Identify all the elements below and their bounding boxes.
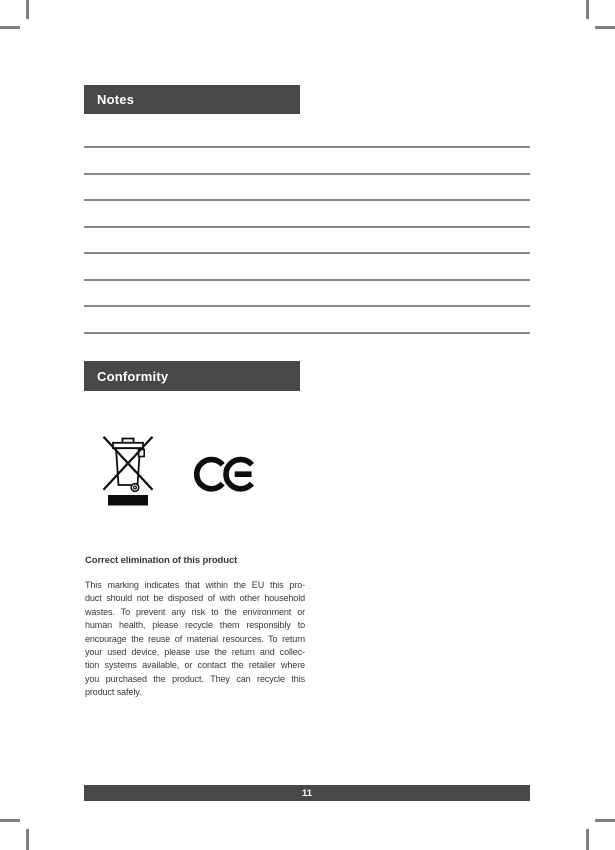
ruled-line	[84, 305, 530, 307]
ruled-line	[84, 332, 530, 334]
disposal-heading: Correct elimination of this product	[85, 555, 238, 566]
ruled-line	[84, 146, 530, 148]
crop-mark-bottom-left-vertical	[26, 829, 29, 850]
weee-crossed-out-wheeled-bin-icon	[102, 436, 154, 507]
ruled-line	[84, 173, 530, 175]
notes-ruled-lines	[84, 146, 530, 334]
crop-mark-top-left-vertical	[26, 0, 29, 19]
crop-mark-bottom-right-horizontal	[595, 819, 615, 822]
crop-mark-top-right-horizontal	[595, 26, 615, 29]
paragraph-line: product safely.	[85, 687, 142, 698]
conformity-section-title: Conformity	[97, 368, 169, 384]
conformity-section-header	[84, 361, 300, 391]
ce-marking-icon	[194, 455, 258, 493]
footer-page-bar	[84, 785, 530, 801]
paragraph-line: This marking indicates that within the EU this pro-	[85, 580, 305, 590]
paragraph-line: duct should not be disposed of with other household	[85, 593, 305, 604]
paragraph-line: your used device, please use the return and collec-	[85, 646, 305, 657]
paragraph-line: tion systems available, or contact the retailer where	[85, 660, 305, 671]
ruled-line	[84, 279, 530, 281]
notes-section-header	[84, 85, 300, 114]
crop-mark-top-left-horizontal	[0, 26, 20, 29]
ruled-line	[84, 226, 530, 228]
ruled-line	[84, 252, 530, 254]
notes-section-title: Notes	[97, 92, 135, 107]
ruled-line	[84, 199, 530, 201]
disposal-paragraph	[85, 579, 305, 700]
crop-mark-bottom-left-horizontal	[0, 819, 20, 822]
paragraph-line: human health, please recycle them responsibly to	[85, 620, 305, 631]
page-number: 11	[301, 787, 313, 799]
paragraph-line: encourage the reuse of material resources. To return	[85, 633, 305, 644]
crop-mark-bottom-right-vertical	[586, 829, 589, 850]
paragraph-line: wastes. To prevent any risk to the environment or	[85, 606, 305, 617]
paragraph-line: you purchased the product. They can recycle this	[85, 673, 305, 684]
crop-mark-top-right-vertical	[586, 0, 589, 19]
